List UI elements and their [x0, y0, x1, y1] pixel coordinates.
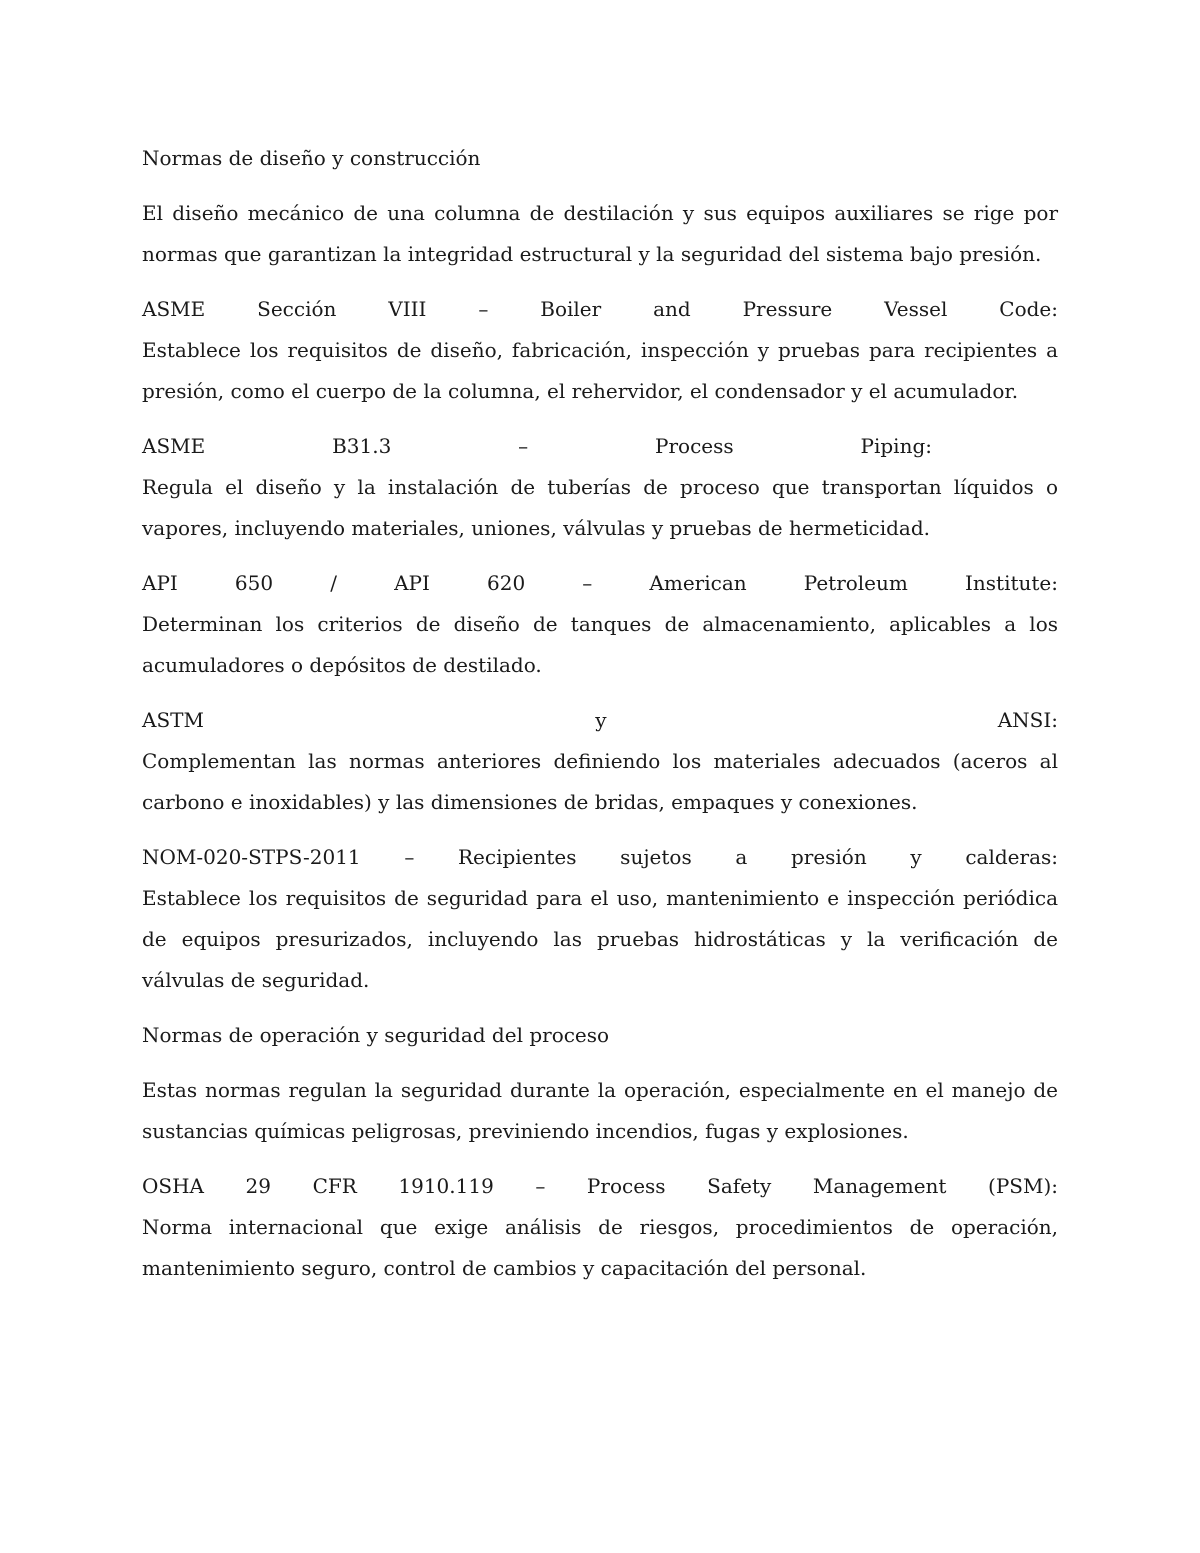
norm-body: Regula el diseño y la instalación de tuberías de proceso que transportan líquidos o vapores, incluyendo materiales, uniones, válvulas y pruebas de hermeticidad. — [142, 475, 1058, 540]
norm-body: Establece los requisitos de seguridad para el uso, mantenimiento e inspección periódica de equipos presurizados, incluyendo las pruebas hidrostáticas y la verificación de válvulas de seguridad. — [142, 886, 1058, 992]
norm-body: Determinan los criterios de diseño de tanques de almacenamiento, aplicables a los acumuladores o depósitos de destilado. — [142, 612, 1058, 677]
norm-title: ASME Sección VIII – Boiler and Pressure Vessel Code: — [142, 297, 1058, 321]
norm-item-osha-psm — [142, 1166, 1058, 1289]
norm-title: OSHA 29 CFR 1910.119 – Process Safety Management (PSM): — [142, 1174, 1058, 1198]
norm-body: Establece los requisitos de diseño, fabricación, inspección y pruebas para recipientes a presión, como el cuerpo de la columna, el rehervidor, el condensador y el acumulador. — [142, 338, 1058, 403]
norm-title: API 650 / API 620 – American Petroleum Institute: — [142, 571, 1058, 595]
section-heading-operation: Normas de operación y seguridad del proceso — [142, 1023, 610, 1047]
norm-item-nom-020 — [142, 837, 1058, 1001]
document-page — [142, 138, 1058, 1303]
norm-item-asme-b31-3 — [142, 426, 1058, 549]
norm-title: ASME B31.3 – Process Piping: — [142, 434, 932, 458]
norm-item-astm-ansi — [142, 700, 1058, 823]
intro-paragraph-design: El diseño mecánico de una columna de destilación y sus equipos auxiliares se rige por normas que garantizan la integridad estructural y la seguridad del sistema bajo presión. — [142, 201, 1058, 266]
norm-title: NOM-020-STPS-2011 – Recipientes sujetos a presión y calderas: — [142, 845, 1058, 869]
norm-item-api — [142, 563, 1058, 686]
norm-body: Norma internacional que exige análisis de riesgos, procedimientos de operación, mantenimiento seguro, control de cambios y capacitación del personal. — [142, 1215, 1058, 1280]
norm-item-asme-viii — [142, 289, 1058, 412]
norm-body: Complementan las normas anteriores definiendo los materiales adecuados (aceros al carbono e inoxidables) y las dimensiones de bridas, empaques y conexiones. — [142, 749, 1058, 814]
intro-paragraph-operation: Estas normas regulan la seguridad durante la operación, especialmente en el manejo de sustancias químicas peligrosas, previniendo incendios, fugas y explosiones. — [142, 1078, 1058, 1143]
norm-title: ASTM y ANSI: — [142, 708, 1058, 732]
section-heading-design: Normas de diseño y construcción — [142, 146, 481, 170]
